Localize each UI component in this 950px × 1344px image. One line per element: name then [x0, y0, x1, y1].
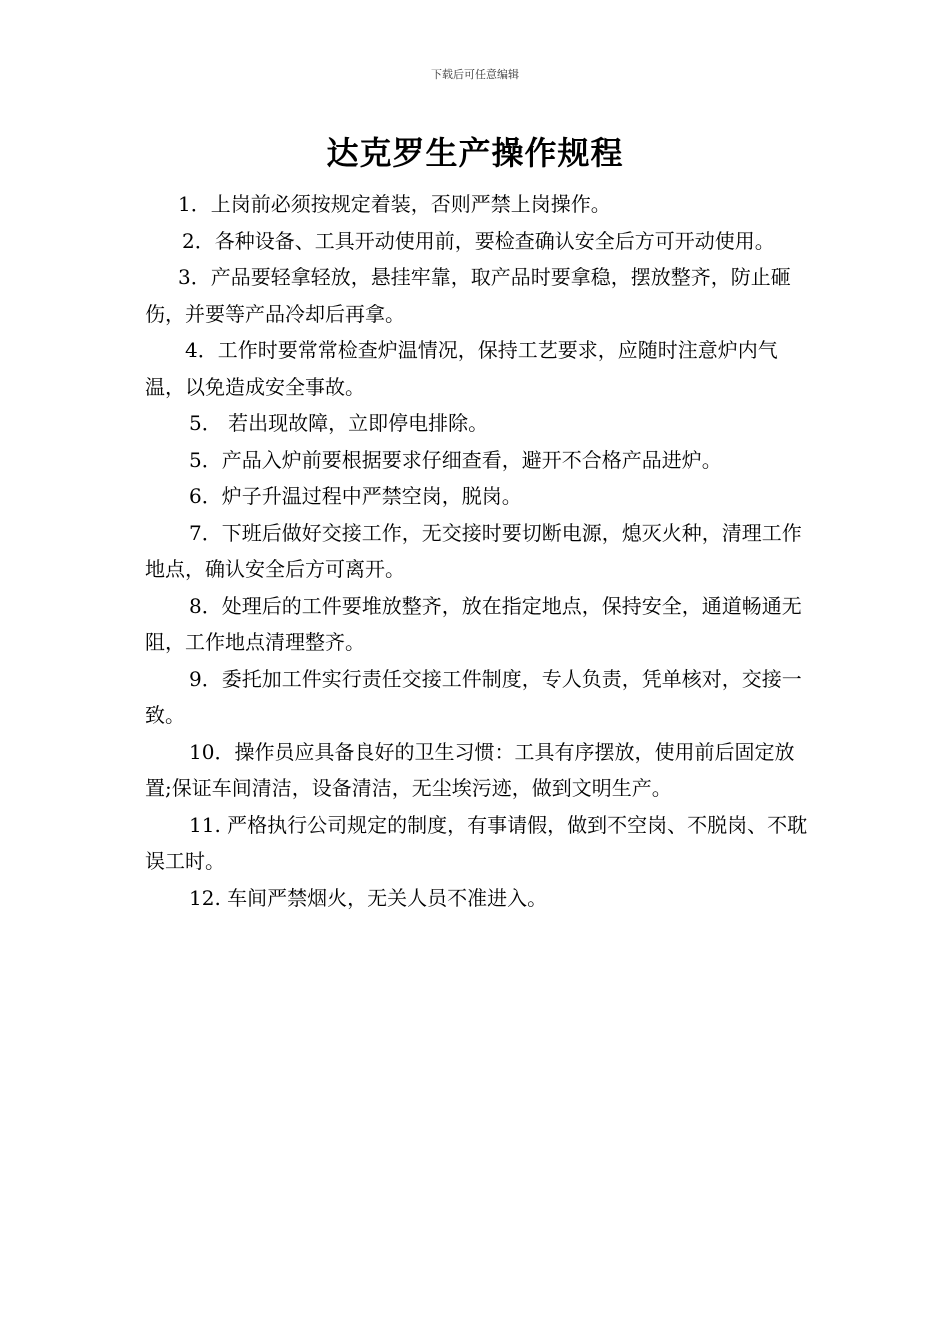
rule-item: 10．操作员应具备良好的卫生习惯：工具有序摆放，使用前后固定放置;保证车间清洁，设备清洁，无尘埃污迹，做到文明生产。	[145, 739, 795, 800]
rule-item: 7．下班后做好交接工作，无交接时要切断电源，熄灭火种，清理工作地点，确认安全后方可离开。	[145, 520, 802, 581]
rule-item: 8．处理后的工件要堆放整齐，放在指定地点，保持安全，通道畅通无阻，工作地点清理整齐。	[145, 593, 802, 654]
rule-item: 5． 若出现故障，立即停电排除。	[189, 411, 489, 435]
rule-item: 6．炉子升温过程中严禁空岗，脱岗。	[189, 484, 522, 508]
header-note: 下载后可任意编辑	[431, 68, 519, 81]
rule-item: 12. 车间严禁烟火，无关人员不准进入。	[189, 885, 548, 910]
rules-list	[145, 186, 808, 916]
rule-item: 4．工作时要常常检查炉温情况，保持工艺要求，应随时注意炉内气温，以免造成安全事故。	[145, 338, 778, 399]
rule-item: 5．产品入炉前要根据要求仔细查看，避开不合格产品进炉。	[189, 447, 722, 472]
rule-item: 3．产品要轻拿轻放，悬挂牢靠，取产品时要拿稳，摆放整齐，防止砸伤，并要等产品冷却后再拿。	[145, 265, 791, 326]
rule-item: 9．委托加工件实行责任交接工件制度，专人负责，凭单核对，交接一致。	[145, 666, 802, 727]
rule-item: 2．各种设备、工具开动使用前，要检查确认安全后方可开动使用。	[182, 228, 775, 253]
rule-item: 1．上岗前必须按规定着装，否则严禁上岗操作。	[178, 192, 611, 216]
rule-item: 11. 严格执行公司规定的制度，有事请假，做到不空岗、不脱岗、不耽误工时。	[145, 812, 808, 873]
document-title: 达克罗生产操作规程	[326, 134, 624, 172]
